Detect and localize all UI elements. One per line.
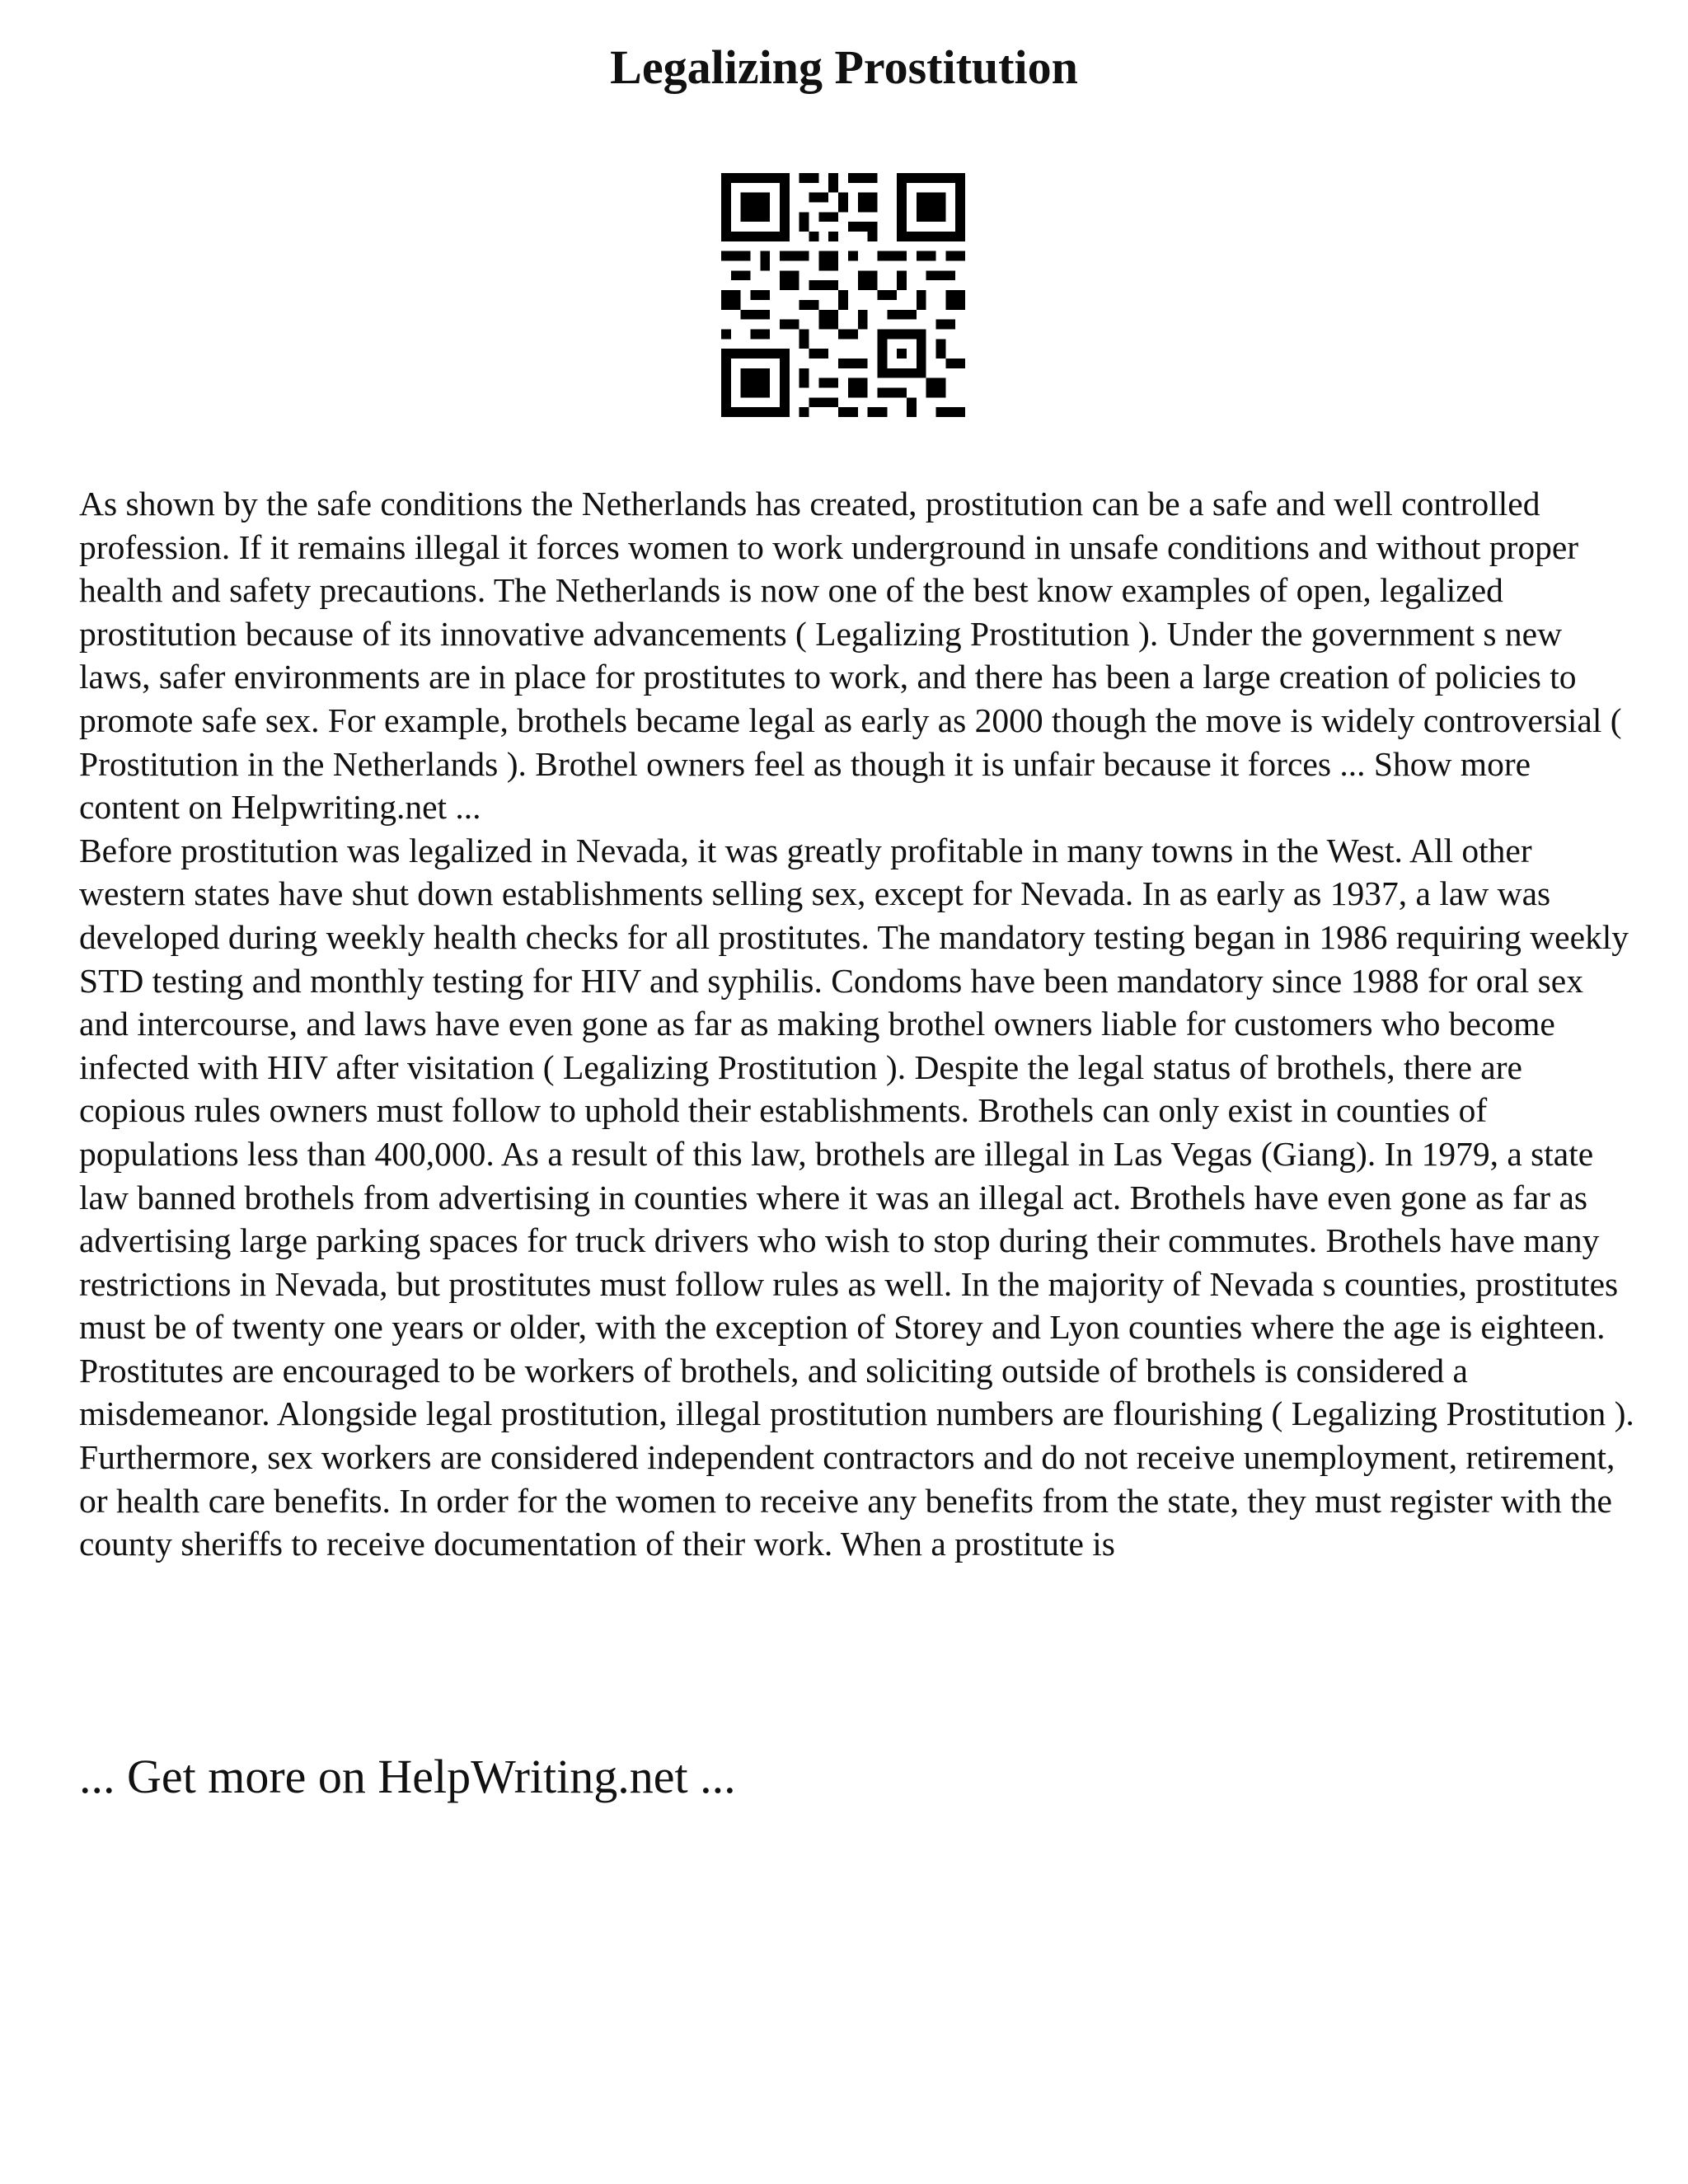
qr-code-icon[interactable]: [721, 173, 965, 417]
page-title: Legalizing Prostitution: [610, 40, 1078, 94]
get-more-link[interactable]: ... Get more on HelpWriting.net ...: [79, 1750, 736, 1803]
article-body: [79, 482, 1637, 1566]
paragraph: Before prostitution was legalized in Nevada, it was greatly profitable in many towns in the West. All other western states have shut down establishments selling sex, except for Nevada. In as early as 1937, a law was developed during weekly health checks for all prostitutes. The mandatory testing began in 1986 requiring weekly STD testing and monthly testing for HIV and syphilis. Condoms have been mandatory since 1988 for oral sex and intercourse, and laws have even gone as far as making brothel owners liable for customers who become infected with HIV after visitation ( Legalizing Prostitution ). Despite the legal status of brothels, there are copious rules owners must follow to uphold their establishments. Brothels can only exist in counties of populations less than 400,000. As a result of this law, brothels are illegal in Las Vegas (Giang). In 1979, a state law banned brothels from advertising in counties where it was an illegal act. Brothels have even gone as far as advertising large parking spaces for truck drivers who wish to stop during their commutes. Brothels have many restrictions in Nevada, but prostitutes must follow rules as well. In the majority of Nevada s counties, prostitutes must be of twenty one years or older, with the exception of Storey and Lyon counties where the age is eighteen. Prostitutes are encouraged to be workers of brothels, and soliciting outside of brothels is considered a misdemeanor. Alongside legal prostitution, illegal prostitution numbers are flourishing ( Legalizing Prostitution ). Furthermore, sex workers are considered independent contractors and do not receive unemployment, retirement, or health care benefits. In order for the women to receive any benefits from the state, they must register with the county sheriffs to receive documentation of their work. When a prostitute is: [79, 831, 1634, 1563]
paragraph: As shown by the safe conditions the Netherlands has created, prostitution can be a safe and well controlled profession. If it remains illegal it forces women to work underground in unsafe conditions and without proper health and safety precautions. The Netherlands is now one of the best know examples of open, legalized prostitution because of its innovative advancements ( Legalizing Prostitution ). Under the government s new laws, safer environments are in place for prostitutes to work, and there has been a large creation of policies to promote safe sex. For example, brothels became legal as early as 2000 though the move is widely controversial ( Prostitution in the Netherlands ). Brothel owners feel as though it is unfair because it forces ... Show more content on Helpwriting.net ...: [79, 485, 1622, 827]
